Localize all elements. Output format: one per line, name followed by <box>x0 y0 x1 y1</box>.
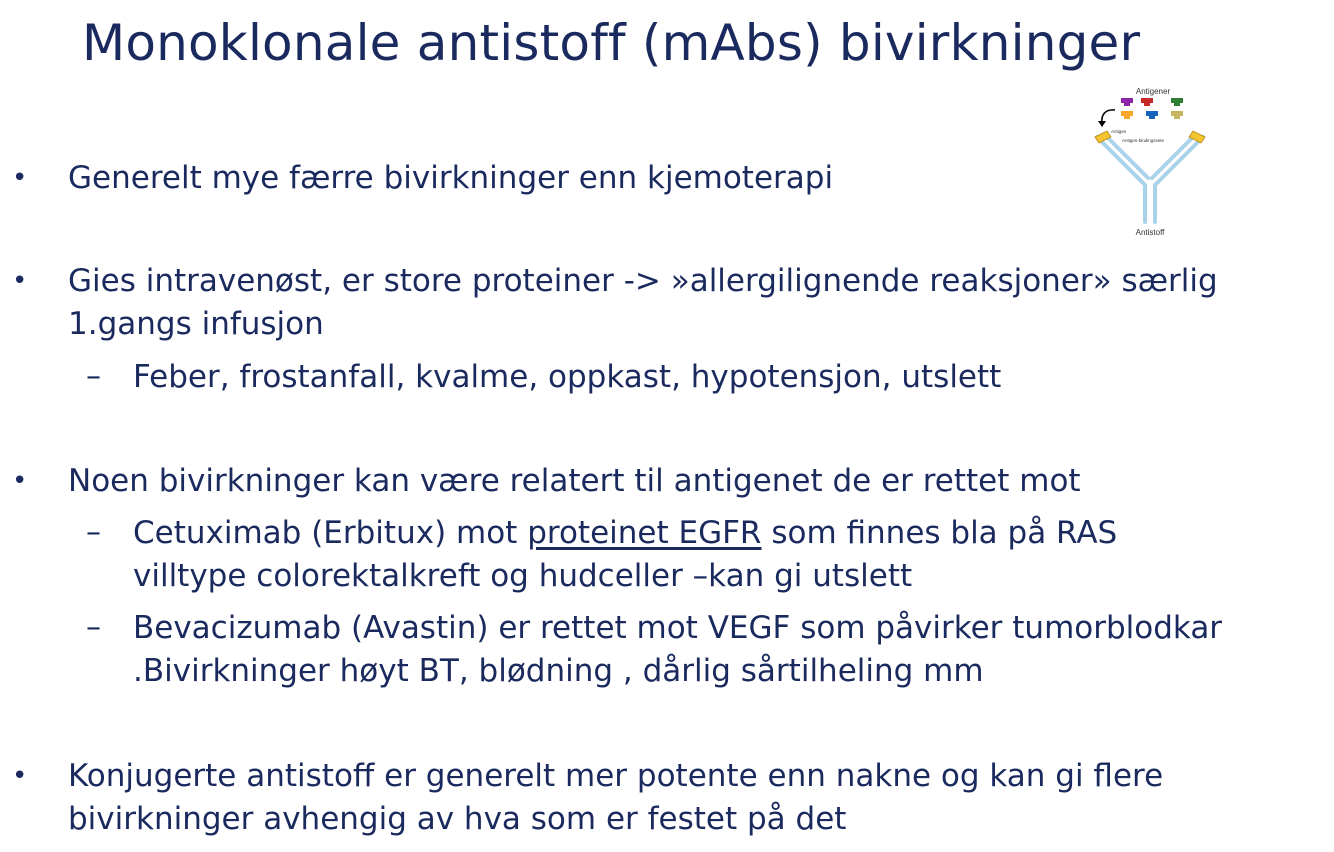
bullet-marker: • <box>12 163 28 193</box>
antigens-group <box>1121 98 1183 119</box>
antigen-icon <box>1171 111 1183 119</box>
antistoff-label: Antistoff <box>1135 228 1165 237</box>
bullet-1-text: Generelt mye færre bivirkninger enn kjemoterapi <box>68 160 834 196</box>
sub-bullet-dash: – <box>86 610 101 645</box>
arrow-head-icon <box>1098 121 1106 127</box>
antigener-label: Antigener <box>1135 87 1171 96</box>
bullet-3-sub-1-line-1 <box>133 512 1117 554</box>
antibody-arm-right <box>1155 137 1203 185</box>
bullet-4-text-line-1: Konjugerte antistoff er generelt mer potente enn nakne og kan gi flere <box>68 758 1164 794</box>
antibody-diagram <box>1085 85 1215 240</box>
antigen-icon <box>1141 98 1153 106</box>
sub-bullet-dash: – <box>86 515 101 550</box>
bullet-marker: • <box>12 266 28 296</box>
bullet-3-sub-2-line-1: Bevacizumab (Avastin) er rettet mot VEGF som påvirker tumorblodkar <box>133 610 1223 646</box>
ras-text: som finnes bla på RAS <box>761 515 1118 551</box>
egfr-underlined-text: proteinet EGFR <box>527 515 762 551</box>
antibody-arm-left-inner <box>1107 137 1148 178</box>
antigen-icon <box>1121 98 1133 106</box>
slide-title: Monoklonale antistoff (mAbs) bivirkninger <box>82 14 1141 72</box>
antigen-icon <box>1146 111 1158 119</box>
bullet-3-sub-1-line-2: villtype colorektalkreft og hudceller –kan gi utslett <box>133 558 913 594</box>
antibody-arm-left <box>1097 137 1145 185</box>
bullet-2-text-line-2: 1.gangs infusjon <box>68 306 324 342</box>
bullet-4-text-line-2: bivirkninger avhengig av hva som er festet på det <box>68 801 847 837</box>
antigen-icon <box>1121 111 1133 119</box>
bullet-3-sub-2-line-2: .Bivirkninger høyt BT, blødning , dårlig sårtilheling mm <box>133 653 984 689</box>
antibody-arm-right-inner <box>1152 137 1193 178</box>
bullet-2-text-line-1: Gies intravenøst, er store proteiner -> »allergilignende reaksjoner» særlig <box>68 263 1218 299</box>
sub-bullet-dash: – <box>86 359 101 394</box>
bullet-3-text: Noen bivirkninger kan være relatert til antigenet de er rettet mot <box>68 463 1081 499</box>
bullet-2-sub-1-text: Feber, frostanfall, kvalme, oppkast, hypotensjon, utslett <box>133 359 1002 395</box>
antibody-icon <box>1095 131 1205 222</box>
bullet-marker: • <box>12 466 28 496</box>
bullet-marker: • <box>12 761 28 791</box>
cetuximab-text: Cetuximab (Erbitux) mot <box>133 515 528 551</box>
antigen-icon <box>1171 98 1183 106</box>
antigen-label: Antigen <box>1111 129 1127 134</box>
binding-site-label: Antigen-bindingssete <box>1122 138 1165 143</box>
